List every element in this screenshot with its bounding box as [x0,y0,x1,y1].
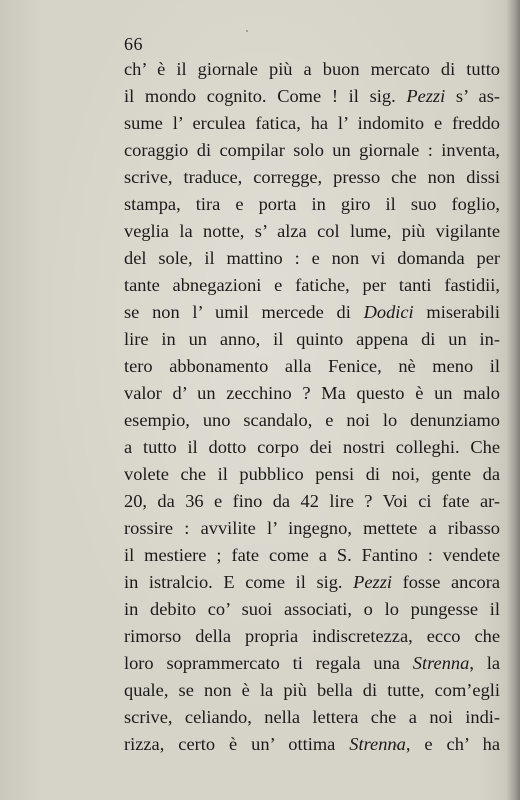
text-line: tante abnegazioni e fatiche, per tanti fastidii, [124,275,500,295]
text-line: ch’ è il giornale più a buon mercato di tutto [124,59,500,79]
text-line: tero abbonamento alla Fenice, nè meno il [124,356,500,376]
paper-speck [246,30,248,32]
text-line: scrive, traduce, corregge, presso che non dissi [124,167,500,187]
text-line: volete che il pubblico pensi di noi, gente da [124,464,500,484]
text-line: a tutto il dotto corpo dei nostri colleghi. Che [124,437,500,457]
text-line: se non l’ umil mercede di Dodici miserabili [124,302,500,322]
text-line: in istralcio. E come il sig. Pezzi fosse ancora [124,572,500,592]
text-line: sume l’ erculea fatica, ha l’ indomito e freddo [124,113,500,133]
body-text [124,56,500,758]
text-line: rimorso della propria indiscretezza, ecco che [124,626,500,646]
text-line: del sole, il mattino : e non vi domanda per [124,248,500,268]
text-line: lire in un anno, il quinto appena di un in- [124,329,500,349]
text-line: loro soprammercato ti regala una Strenna, la [124,653,501,673]
text-line: veglia la notte, s’ alza col lume, più vigilante [124,221,500,241]
text-line: stampa, tira e porta in giro il suo foglio, [124,194,500,214]
text-line: il mondo cognito. Come ! il sig. Pezzi s’ as- [124,86,500,106]
italic-word: Dodici [363,302,414,322]
italic-word: Pezzi [406,86,446,106]
italic-word: Strenna [349,734,406,754]
text-line: rizza, certo è un’ ottima Strenna, e ch’ ha [124,734,500,754]
page-number: 66 [124,34,143,54]
text-line: il mestiere ; fate come a S. Fantino : vendete [124,545,500,565]
text-line: quale, se non è la più bella di tutte, com’egli [124,680,500,700]
text-line: scrive, celiando, nella lettera che a noi indi- [124,707,500,727]
text-line: esempio, uno scandalo, e noi lo denunziamo [124,410,500,430]
page-edge-shadow [506,0,520,800]
text-line: coraggio di compilar solo un giornale : inventa, [124,140,500,160]
paper-speck [394,744,397,747]
text-line: 20, da 36 e fino da 42 lire ? Voi ci fate ar- [124,491,500,511]
text-line: in debito co’ suoi associati, o lo pungesse il [124,599,500,619]
text-line: valor d’ un zecchino ? Ma questo è un malo [124,383,500,403]
italic-word: Pezzi [353,572,392,592]
text-line: rossire : avvilite l’ ingegno, mettete a ribasso [124,518,500,538]
italic-word: Strenna [412,653,470,673]
